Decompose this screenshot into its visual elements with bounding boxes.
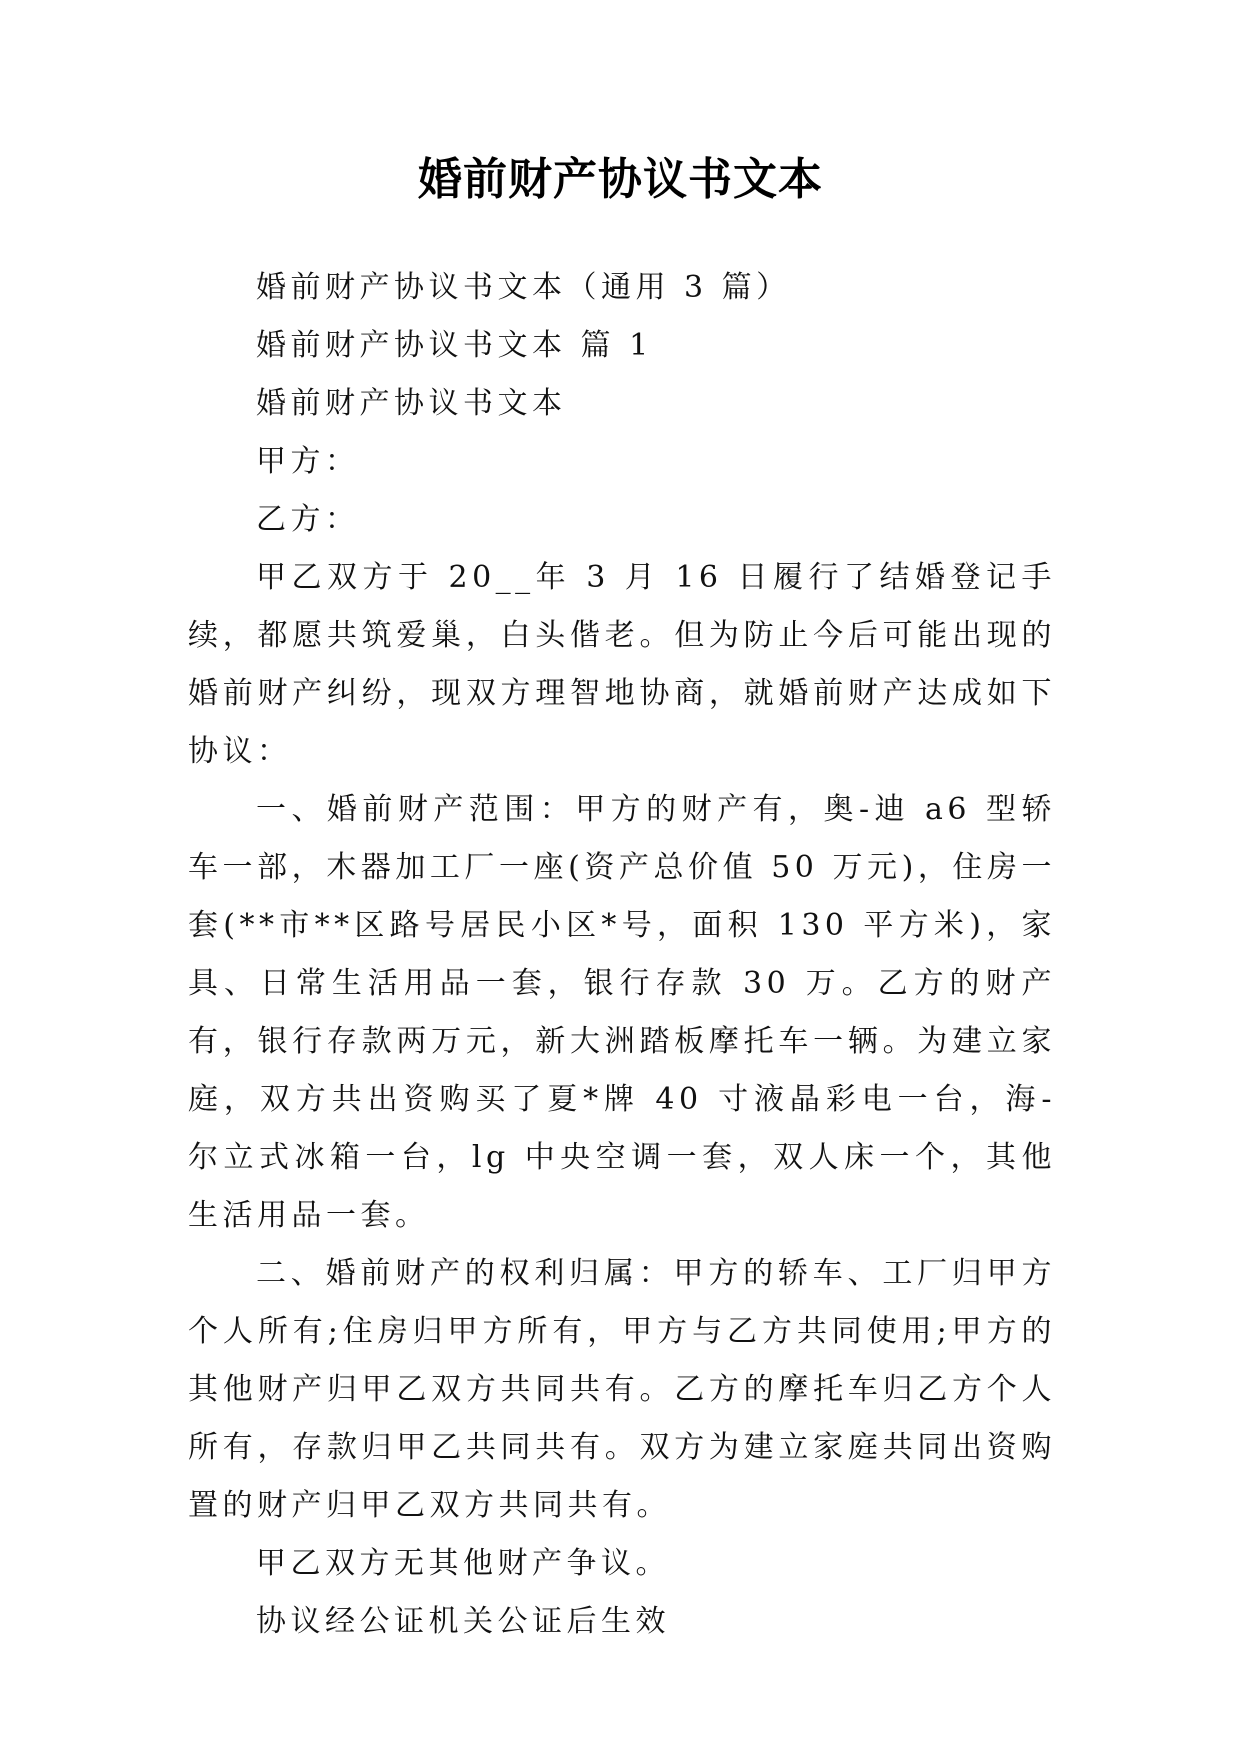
section-heading: 婚前财产协议书文本 篇 1 (256, 328, 653, 363)
effective-paragraph: 协议经公证机关公证后生效 (256, 1604, 670, 1639)
clause-1-paragraph: 一、婚前财产范围：甲方的财产有，奥-迪 a6 型轿车一部，木器加工厂一座(资产总价值 50 万元)，住房一套(**市**区路号居民小区*号，面积 130 平方米)，家具、日常生活用品一套，银行存款 30 万。乙方的财产有，银行存款两万元，新大洲踏板摩托车一辆。为建立家庭，双方共出资购买了夏*牌 40 寸液晶彩电一台，海-尔立式冰箱一台，lg 中央空调一套，双人床一个，其他生活用品一套。 (188, 792, 1056, 1233)
party-a-line: 甲方： (256, 444, 360, 479)
document-body (188, 259, 1056, 1651)
no-dispute-paragraph: 甲乙双方无其他财产争议。 (256, 1546, 670, 1581)
intro-paragraph: 甲乙双方于 20__年 3 月 16 日履行了结婚登记手续，都愿共筑爱巢，白头偕老。但为防止今后可能出现的婚前财产纠纷，现双方理智地协商，就婚前财产达成如下协议： (188, 560, 1056, 769)
party-b-line: 乙方： (256, 502, 360, 537)
agreement-heading: 婚前财产协议书文本 (256, 386, 567, 421)
document-title: 婚前财产协议书文本 (418, 154, 823, 205)
clause-2-paragraph: 二、婚前财产的权利归属：甲方的轿车、工厂归甲方个人所有;住房归甲方所有，甲方与乙方共同使用;甲方的其他财产归甲乙双方共同共有。乙方的摩托车归乙方个人所有，存款归甲乙共同共有。双方为建立家庭共同出资购置的财产归甲乙双方共同共有。 (188, 1256, 1056, 1523)
subtitle-paragraph: 婚前财产协议书文本（通用 3 篇） (256, 270, 791, 305)
